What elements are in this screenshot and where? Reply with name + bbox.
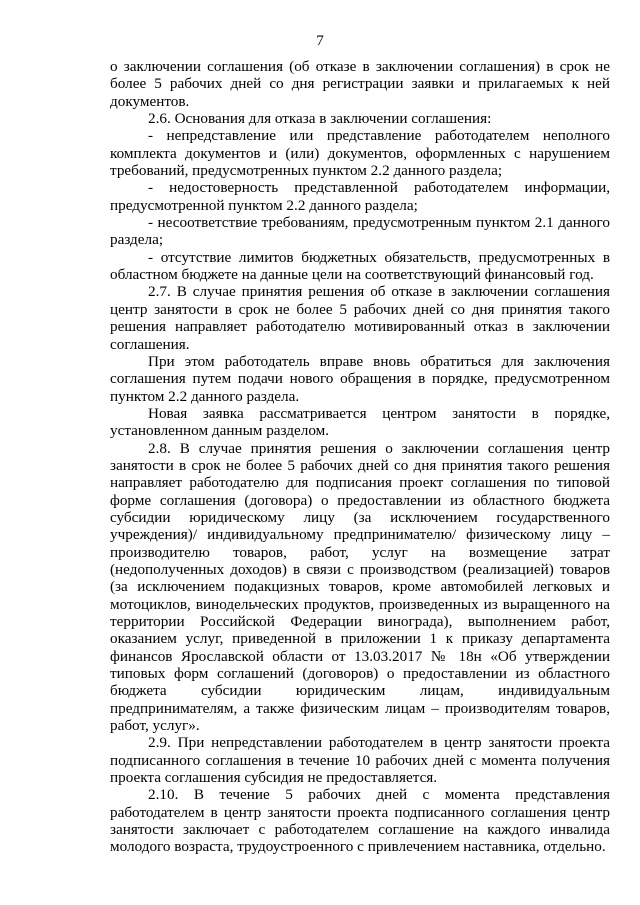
paragraph-2-10: 2.10. В течение 5 рабочих дней с момента представления работодателем в центр занятости проекта подписанного соглашения центр занятости заключает с работодателем соглашение на каждого инвалида молодого возраста, трудоустроенного с привлечением наставника, отдельно. [110,786,610,856]
list-item-incomplete-docs: - непредставление или представление работодателем неполного комплекта документов и (или) документов, оформленных с нарушением требований, предусмотренных пунктом 2.2 данного раздела; [110,127,610,180]
document-body [110,58,610,856]
paragraph-2-8: 2.8. В случае принятия решения о заключении соглашения центр занятости в срок не более 5 рабочих дней со дня принятия такого решения направляет работодателю для подписания проект соглашения по типовой форме соглашения (договора) о предоставлении из областного бюджета субсидии юридическому лицу (за исключением государственного учреждения)/ индивидуальному предпринимателю/ физическому лицу – производителю товаров, работ, услуг на возмещение затрат (недополученных доходов) в связи с производством (реализацией) товаров (за исключением подакцизных товаров, кроме автомобилей легковых и мотоциклов, винодельческих продуктов, произведенных из выращенного на территории Российской Федерации винограда), выполнением работ, оказанием услуг, приведенной в приложении 1 к приказу департамента финансов Ярославской области от 13.03.2017 № 18н «Об утверждении типовых форм соглашений (договоров) о предоставлении из областного бюджета субсидии юридическим лицам, индивидуальным предпринимателям, а также физическим лицам – производителям товаров, работ, услуг». [110,439,610,735]
list-item-no-limits: - отсутствие лимитов бюджетных обязательств, предусмотренных в областном бюджете на данные цели на соответствующий финансовый год. [110,248,610,284]
paragraph-new-application: Новая заявка рассматривается центром занятости в порядке, установленном данным разделом. [110,404,610,440]
page-number: 7 [316,32,324,49]
paragraph-2-6: 2.6. Основания для отказа в заключении соглашения: [148,110,492,128]
paragraph-continuation: о заключении соглашения (об отказе в заключении соглашения) в срок не более 5 рабочих дней со дня регистрации заявки и прилагаемых к ней документов. [110,58,610,110]
list-item-inaccuracy: - недостоверность представленной работодателем информации, предусмотренной пунктом 2.2 данного раздела; [110,179,610,214]
paragraph-2-7: 2.7. В случае принятия решения об отказе в заключении соглашения центр занятости в срок не более 5 рабочих дней со дня принятия такого решения направляет работодателю мотивированный отказ в заключении соглашения. [110,283,610,353]
paragraph-2-9: 2.9. При непредставлении работодателем в центр занятости проекта подписанного соглашения в течение 10 рабочих дней с момента получения проекта соглашения субсидия не предоставляется. [110,734,610,787]
paragraph-reapply: При этом работодатель вправе вновь обратиться для заключения соглашения путем подачи нового обращения в порядке, предусмотренном пунктом 2.2 данного раздела. [110,352,610,405]
list-item-noncompliance: - несоответствие требованиям, предусмотренным пунктом 2.1 данного раздела; [110,214,610,249]
